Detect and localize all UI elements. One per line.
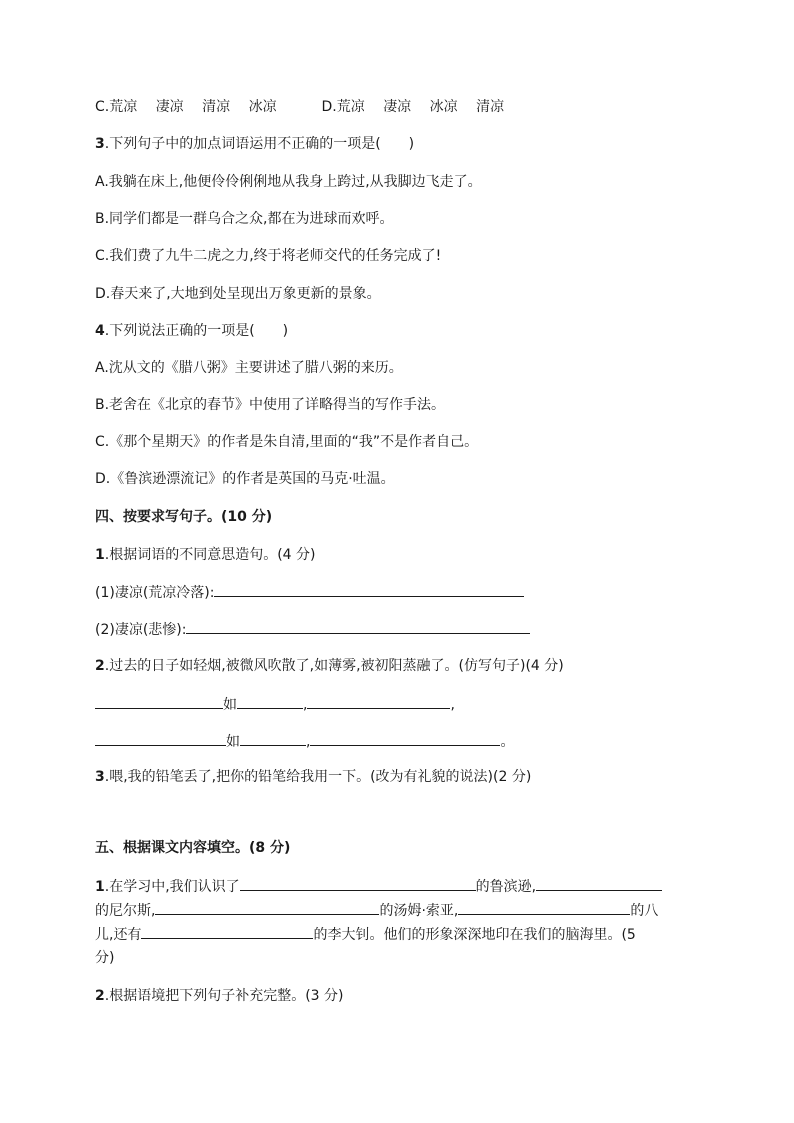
section-4-heading: 四、按要求写句子。(10 分) [95,509,273,525]
s4-q1-a-answer-blank[interactable] [214,582,524,597]
s4-q2-comma-1: , [303,697,308,713]
q3-number: 3 [95,136,105,152]
option-d-word-2: 凄凉 [383,99,412,115]
s4-q2-blank-1[interactable] [95,694,223,709]
s5-q1-number: 1 [95,879,105,895]
s5-q1-text-4: 的汤姆·索亚, [379,903,459,919]
q3-option-a: A.我躺在床上,他便伶伶俐俐地从我身上跨过,从我脚边飞走了。 [95,174,482,190]
s4-q2-stem-text: .过去的日子如轻烟,被微风吹散了,如薄雾,被初阳蒸融了。(仿写句子)(4 分) [104,658,564,674]
s4-q2-blank-2[interactable] [237,694,303,709]
s5-q1-text-1: .在学习中,我们认识了 [104,879,240,895]
q3-option-b: B.同学们都是一群乌合之众,都在为进球而欢呼。 [95,211,394,227]
s5-q1-text-6: 儿,还有 [95,927,142,943]
s4-q1-number: 1 [95,547,105,563]
s4-q2-ru-1: 如 [223,697,237,713]
s5-q1-blank-tom[interactable] [155,900,379,915]
s4-q2-comma-2: , [450,697,455,713]
option-d-label: D.荒凉 [321,99,365,115]
q4-option-a: A.沈从文的《腊八粥》主要讲述了腊八粥的来历。 [95,360,403,376]
s5-q2-stem-text: .根据语境把下列句子补充完整。(3 分) [104,988,344,1004]
option-d-word-3: 冰凉 [429,99,458,115]
q3-stem [95,134,414,154]
s5-q1-line-3 [95,924,636,945]
s5-q1-text-7: 的李大钊。他们的形象深深地印在我们的脑海里。(5 [313,927,636,943]
option-d-word-4: 清凉 [476,99,505,115]
s4-q2-ru-2: 如 [226,734,240,750]
s5-q2-stem [95,986,343,1006]
option-c-word-4: 冰凉 [248,99,277,115]
q4-option-d: D.《鲁滨逊漂流记》的作者是英国的马克·吐温。 [95,471,395,487]
s5-q1-text-2: 的鲁滨逊, [475,879,537,895]
s4-q2-blank-5[interactable] [240,731,306,746]
s5-q1-blank-robinson[interactable] [240,876,476,891]
q3-option-d: D.春天来了,大地到处呈现出万象更新的景象。 [95,286,381,302]
s4-q3-number: 3 [95,769,105,785]
s4-q2-blank-4[interactable] [95,731,226,746]
s4-q3-stem-text: .喂,我的铅笔丢了,把你的铅笔给我用一下。(改为有礼貌的说法)(2 分) [104,769,532,785]
s4-q1-b-row [95,619,530,640]
s5-q1-line-1 [95,876,662,897]
s4-q1-stem [95,545,315,565]
s4-q2-blank-6[interactable] [310,731,500,746]
s4-q1-stem-text: .根据词语的不同意思造句。(4 分) [104,547,316,563]
s4-q1-b-label: (2)凄凉(悲惨): [95,622,187,638]
option-c-label: C.荒凉 [95,99,138,115]
section-5-heading: 五、根据课文内容填空。(8 分) [95,840,291,856]
q2-options-row [95,97,504,117]
s4-q2-row-2 [95,731,514,752]
s4-q1-b-answer-blank[interactable] [186,619,530,634]
s4-q2-comma-3: , [306,734,311,750]
q4-stem [95,321,288,341]
option-c-word-3: 清凉 [202,99,231,115]
s5-q1-text-5: 的八 [630,903,659,919]
s4-q1-a-label: (1)凄凉(荒凉冷落): [95,585,215,601]
s4-q2-row-1 [95,694,455,715]
s5-q2-number: 2 [95,988,105,1004]
q4-option-b: B.老舍在《北京的春节》中使用了详略得当的写作手法。 [95,397,446,413]
q3-stem-text: .下列句子中的加点词语运用不正确的一项是( ) [104,136,415,152]
option-c-word-2: 凄凉 [155,99,184,115]
s4-q2-blank-3[interactable] [307,694,450,709]
q3-option-c: C.我们费了九牛二虎之力,终于将老师交代的任务完成了! [95,248,442,264]
s4-q2-period: 。 [500,734,515,750]
s4-q1-a-row [95,582,524,603]
s4-q2-stem [95,656,564,676]
s5-q1-line-4: 分) [95,950,115,966]
q4-number: 4 [95,323,105,339]
q4-option-c: C.《那个星期天》的作者是朱自清,里面的“我”不是作者自己。 [95,434,479,450]
s4-q3-stem [95,767,531,787]
s5-q1-blank-lidazhao[interactable] [141,924,313,939]
q4-stem-text: .下列说法正确的一项是( ) [104,323,289,339]
s5-q1-text-3: 的尼尔斯, [95,903,156,919]
s4-q2-number: 2 [95,658,105,674]
s5-q1-line-2 [95,900,658,921]
s5-q1-blank-nils[interactable] [536,876,662,891]
s5-q1-blank-baer[interactable] [458,900,630,915]
